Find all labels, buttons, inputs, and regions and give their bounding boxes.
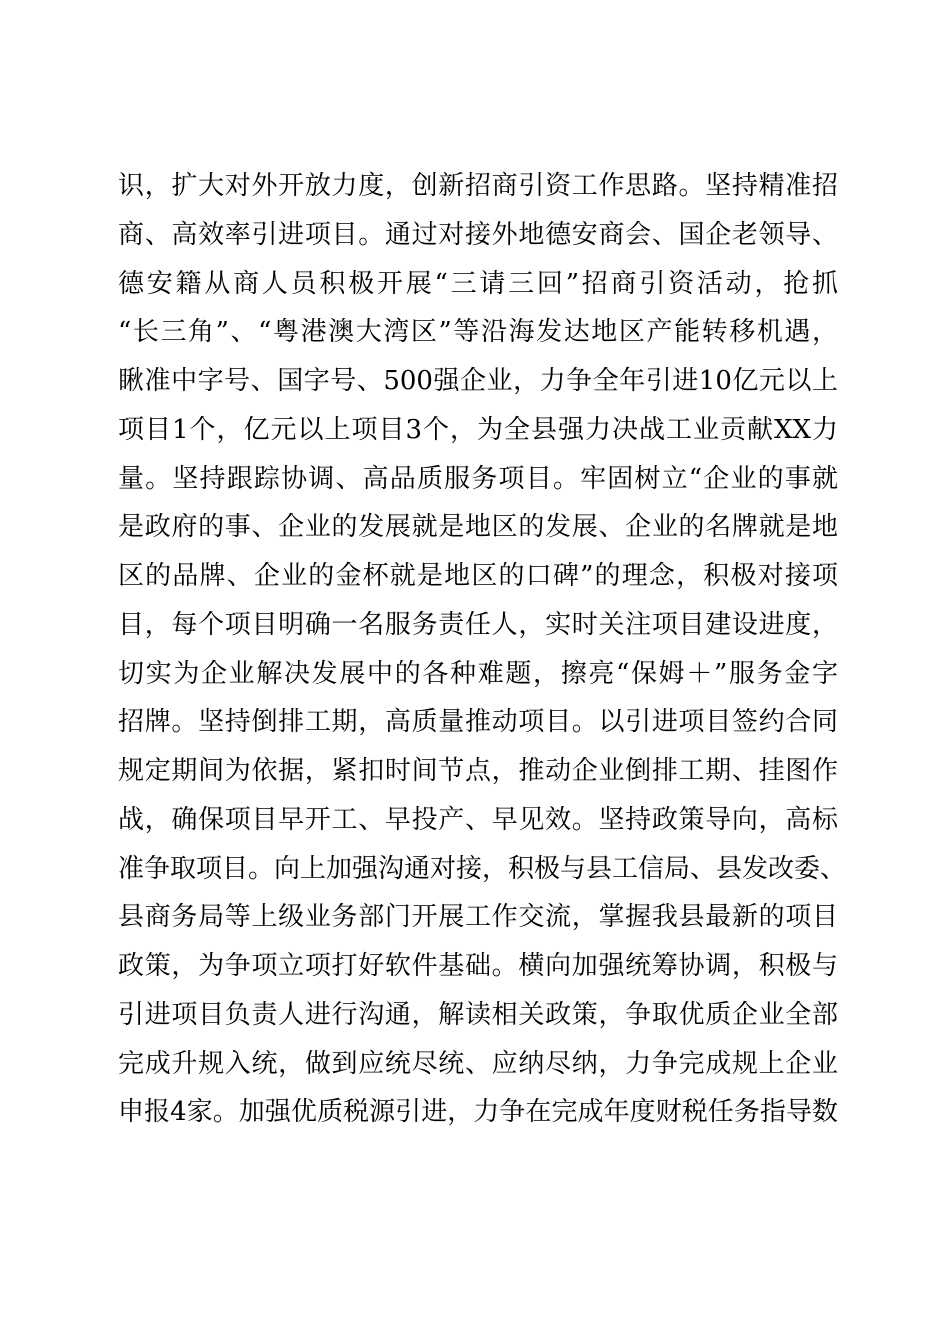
text-line: 识，扩大对外开放力度，创新招商引资工作思路。坚持精准招 [118,171,838,201]
text-line: “长三角”、“粤港澳大湾区”等沿海发达地区产能转移机遇， [118,317,838,348]
text-line: 商、高效率引进项目。通过对接外地德安商会、国企老领导、 [118,219,838,250]
text-line: 区的品牌、企业的金杯就是地区的口碑”的理念，积极对接项 [118,561,838,591]
text-line: 准争取项目。向上加强沟通对接，积极与县工信局、县发改委、 [118,853,847,884]
text-line: 完成升规入统，做到应统尽统、应纳尽纳，力争完成规上企业 [118,1048,838,1079]
text-line: 政策，为争项立项打好软件基础。横向加强统筹协调，积极与 [118,951,838,981]
text-line: 引进项目负责人进行沟通，解读相关政策，争取优质企业全部 [118,999,838,1030]
text-line: 招牌。坚持倒排工期，高质量推动项目。以引进项目签约合同 [118,707,838,738]
text-line: 量。坚持跟踪协调、高品质服务项目。牢固树立“企业的事就 [118,463,838,494]
text-line: 申报4家。加强优质税源引进，力争在完成年度财税任务指导数 [118,1097,838,1128]
text-line: 瞅准中字号、国字号、500强企业，力争全年引进10亿元以上 [118,366,838,396]
text-line: 项目1个，亿元以上项目3个，为全县强力决战工业贡献XX力 [118,414,838,445]
text-line: 切实为企业解决发展中的各种难题，擦亮“保姆＋”服务金字 [118,658,838,689]
body-paragraph [118,162,847,1137]
text-line: 是政府的事、企业的发展就是地区的发展、企业的名牌就是地 [118,512,838,543]
text-line: 规定期间为依据，紧扣时间节点，推动企业倒排工期、挂图作 [118,756,838,786]
text-line: 战，确保项目早开工、早投产、早见效。坚持政策导向，高标 [118,804,838,835]
text-line: 县商务局等上级业务部门开展工作交流，掌握我县最新的项目 [118,902,838,933]
text-line: 目，每个项目明确一名服务责任人，实时关注项目建设进度， [118,609,838,640]
text-line: 德安籍从商人员积极开展“三请三回”招商引资活动，抢抓 [118,268,838,299]
